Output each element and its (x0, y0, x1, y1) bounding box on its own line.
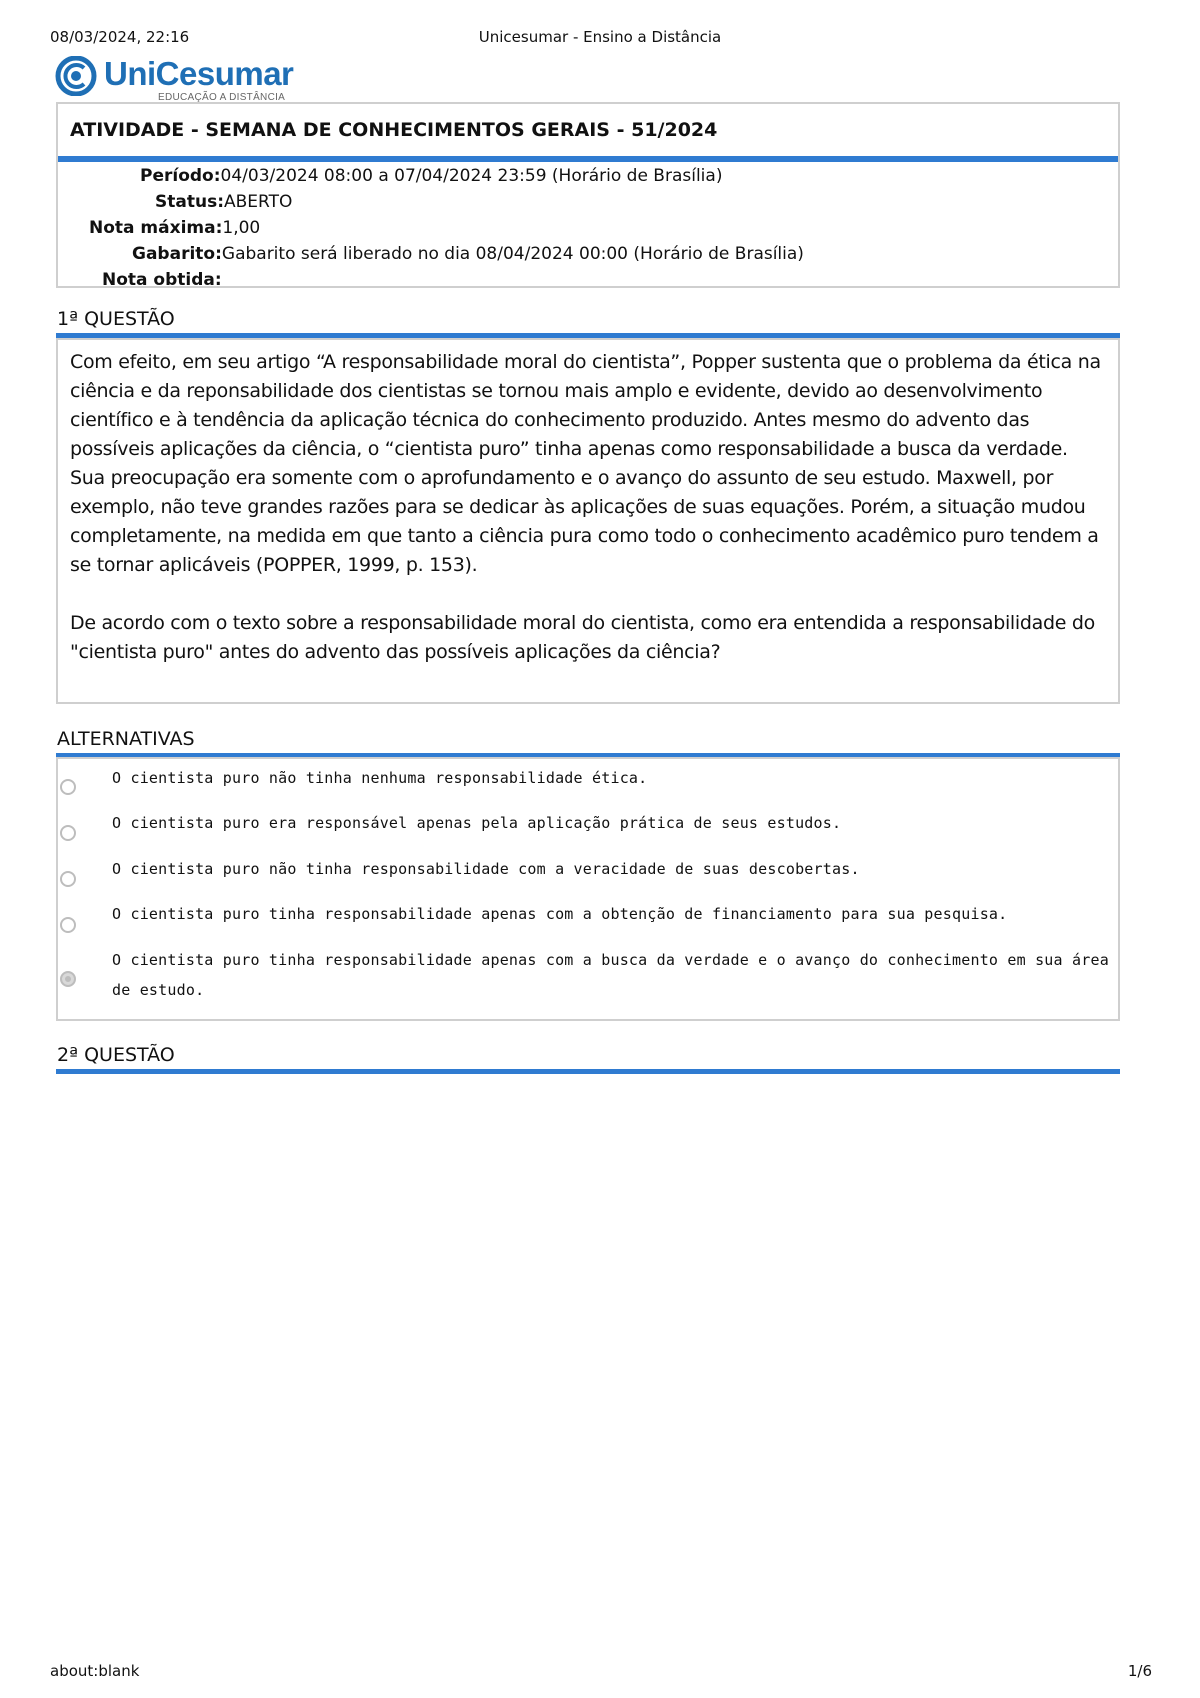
status-label: Status: (155, 192, 224, 212)
alternative-c-label: O cientista puro não tinha responsabilidade com a veracidade de suas descobertas. (112, 860, 860, 878)
print-header-datetime: 08/03/2024, 22:16 (50, 28, 190, 46)
gabarito-label: Gabarito: (132, 244, 222, 264)
alternatives-heading: ALTERNATIVAS (57, 728, 195, 750)
alternative-b-label: O cientista puro era responsável apenas pela aplicação prática de seus estudos. (112, 814, 842, 832)
periodo-row (140, 166, 722, 186)
nota-maxima-value: 1,00 (222, 218, 261, 238)
alternative-d-radio[interactable] (60, 917, 76, 933)
question-1-heading: 1ª QUESTÃO (57, 308, 175, 330)
activity-info (58, 162, 1118, 288)
unicesumar-logo (54, 54, 294, 104)
question-1-text (58, 340, 1118, 667)
brand-tagline: EDUCAÇÃO A DISTÂNCIA (158, 92, 286, 103)
alternative-e-label: O cientista puro tinha responsabilidade apenas com a busca da verdade e o avanço do conhecimento em sua área de estudo. (112, 951, 1109, 999)
unicesumar-logo-icon (54, 56, 100, 96)
alternative-c-radio[interactable] (60, 871, 76, 887)
status-row (155, 192, 292, 212)
status-value: ABERTO (224, 192, 293, 212)
alternative-e-radio[interactable] (60, 971, 76, 987)
gabarito-value: Gabarito será liberado no dia 08/04/2024 00:00 (Horário de Brasília) (221, 244, 804, 264)
nota-obtida-label: Nota obtida: (102, 270, 222, 290)
print-footer-page-number: 1/6 (1127, 1662, 1152, 1680)
gabarito-row (132, 244, 804, 264)
question-1-paragraph-2: De acordo com o texto sobre a responsabilidade moral do cientista, como era entendida a responsabilidade do "cientista puro" antes do advento das possíveis aplicações da ciência? (70, 612, 1095, 663)
question-2-heading: 2ª QUESTÃO (57, 1044, 175, 1066)
alternative-d-label: O cientista puro tinha responsabilidade apenas com a obtenção de financiamento para sua pesquisa. (112, 905, 1008, 923)
alternative-a-label: O cientista puro não tinha nenhuma responsabilidade ética. (112, 769, 648, 787)
print-footer-url: about:blank (50, 1662, 140, 1680)
brand-name: UniCesumar (104, 55, 294, 92)
print-header-title: Unicesumar - Ensino a Distância (478, 28, 722, 46)
nota-maxima-row (89, 218, 260, 238)
question-1-box (56, 338, 1120, 704)
question-1-paragraph-1: Com efeito, em seu artigo “A responsabilidade moral do cientista”, Popper sustenta que o problema da ética na ciência e da reponsabilidade dos cientistas se tornou mais amplo e evidente, devido ao desenvolvimento científico e à tendência da aplicação técnica do conhecimento produzido. Antes mesmo do advento das possíveis aplicações da ciência, o “cientista puro” tinha apenas como responsabilidade a busca da verdade. Sua preocupação era somente com o aprofundamento e o avanço do assunto de seu estudo. Maxwell, por exemplo, não teve grandes razões para se dedicar às aplicações de suas equações. Porém, a situação mudou completamente, na medida em que tanto a ciência pura como todo o conhecimento acadêmico puro tendem a se tornar aplicáveis (POPPER, 1999, p. 153). (70, 351, 1101, 576)
alternative-b-radio[interactable] (60, 825, 76, 841)
nota-maxima-label: Nota máxima: (89, 218, 223, 238)
periodo-value: 04/03/2024 08:00 a 07/04/2024 23:59 (Horário de Brasília) (220, 166, 723, 186)
nota-obtida-row (102, 270, 222, 290)
activity-title: ATIVIDADE - SEMANA DE CONHECIMENTOS GERAIS - 51/2024 (58, 104, 1118, 162)
periodo-label: Período: (140, 166, 221, 186)
question-2-rule (56, 1069, 1120, 1074)
alternatives-box (56, 757, 1120, 1021)
activity-header-box (56, 102, 1120, 288)
alternative-a-radio[interactable] (60, 779, 76, 795)
